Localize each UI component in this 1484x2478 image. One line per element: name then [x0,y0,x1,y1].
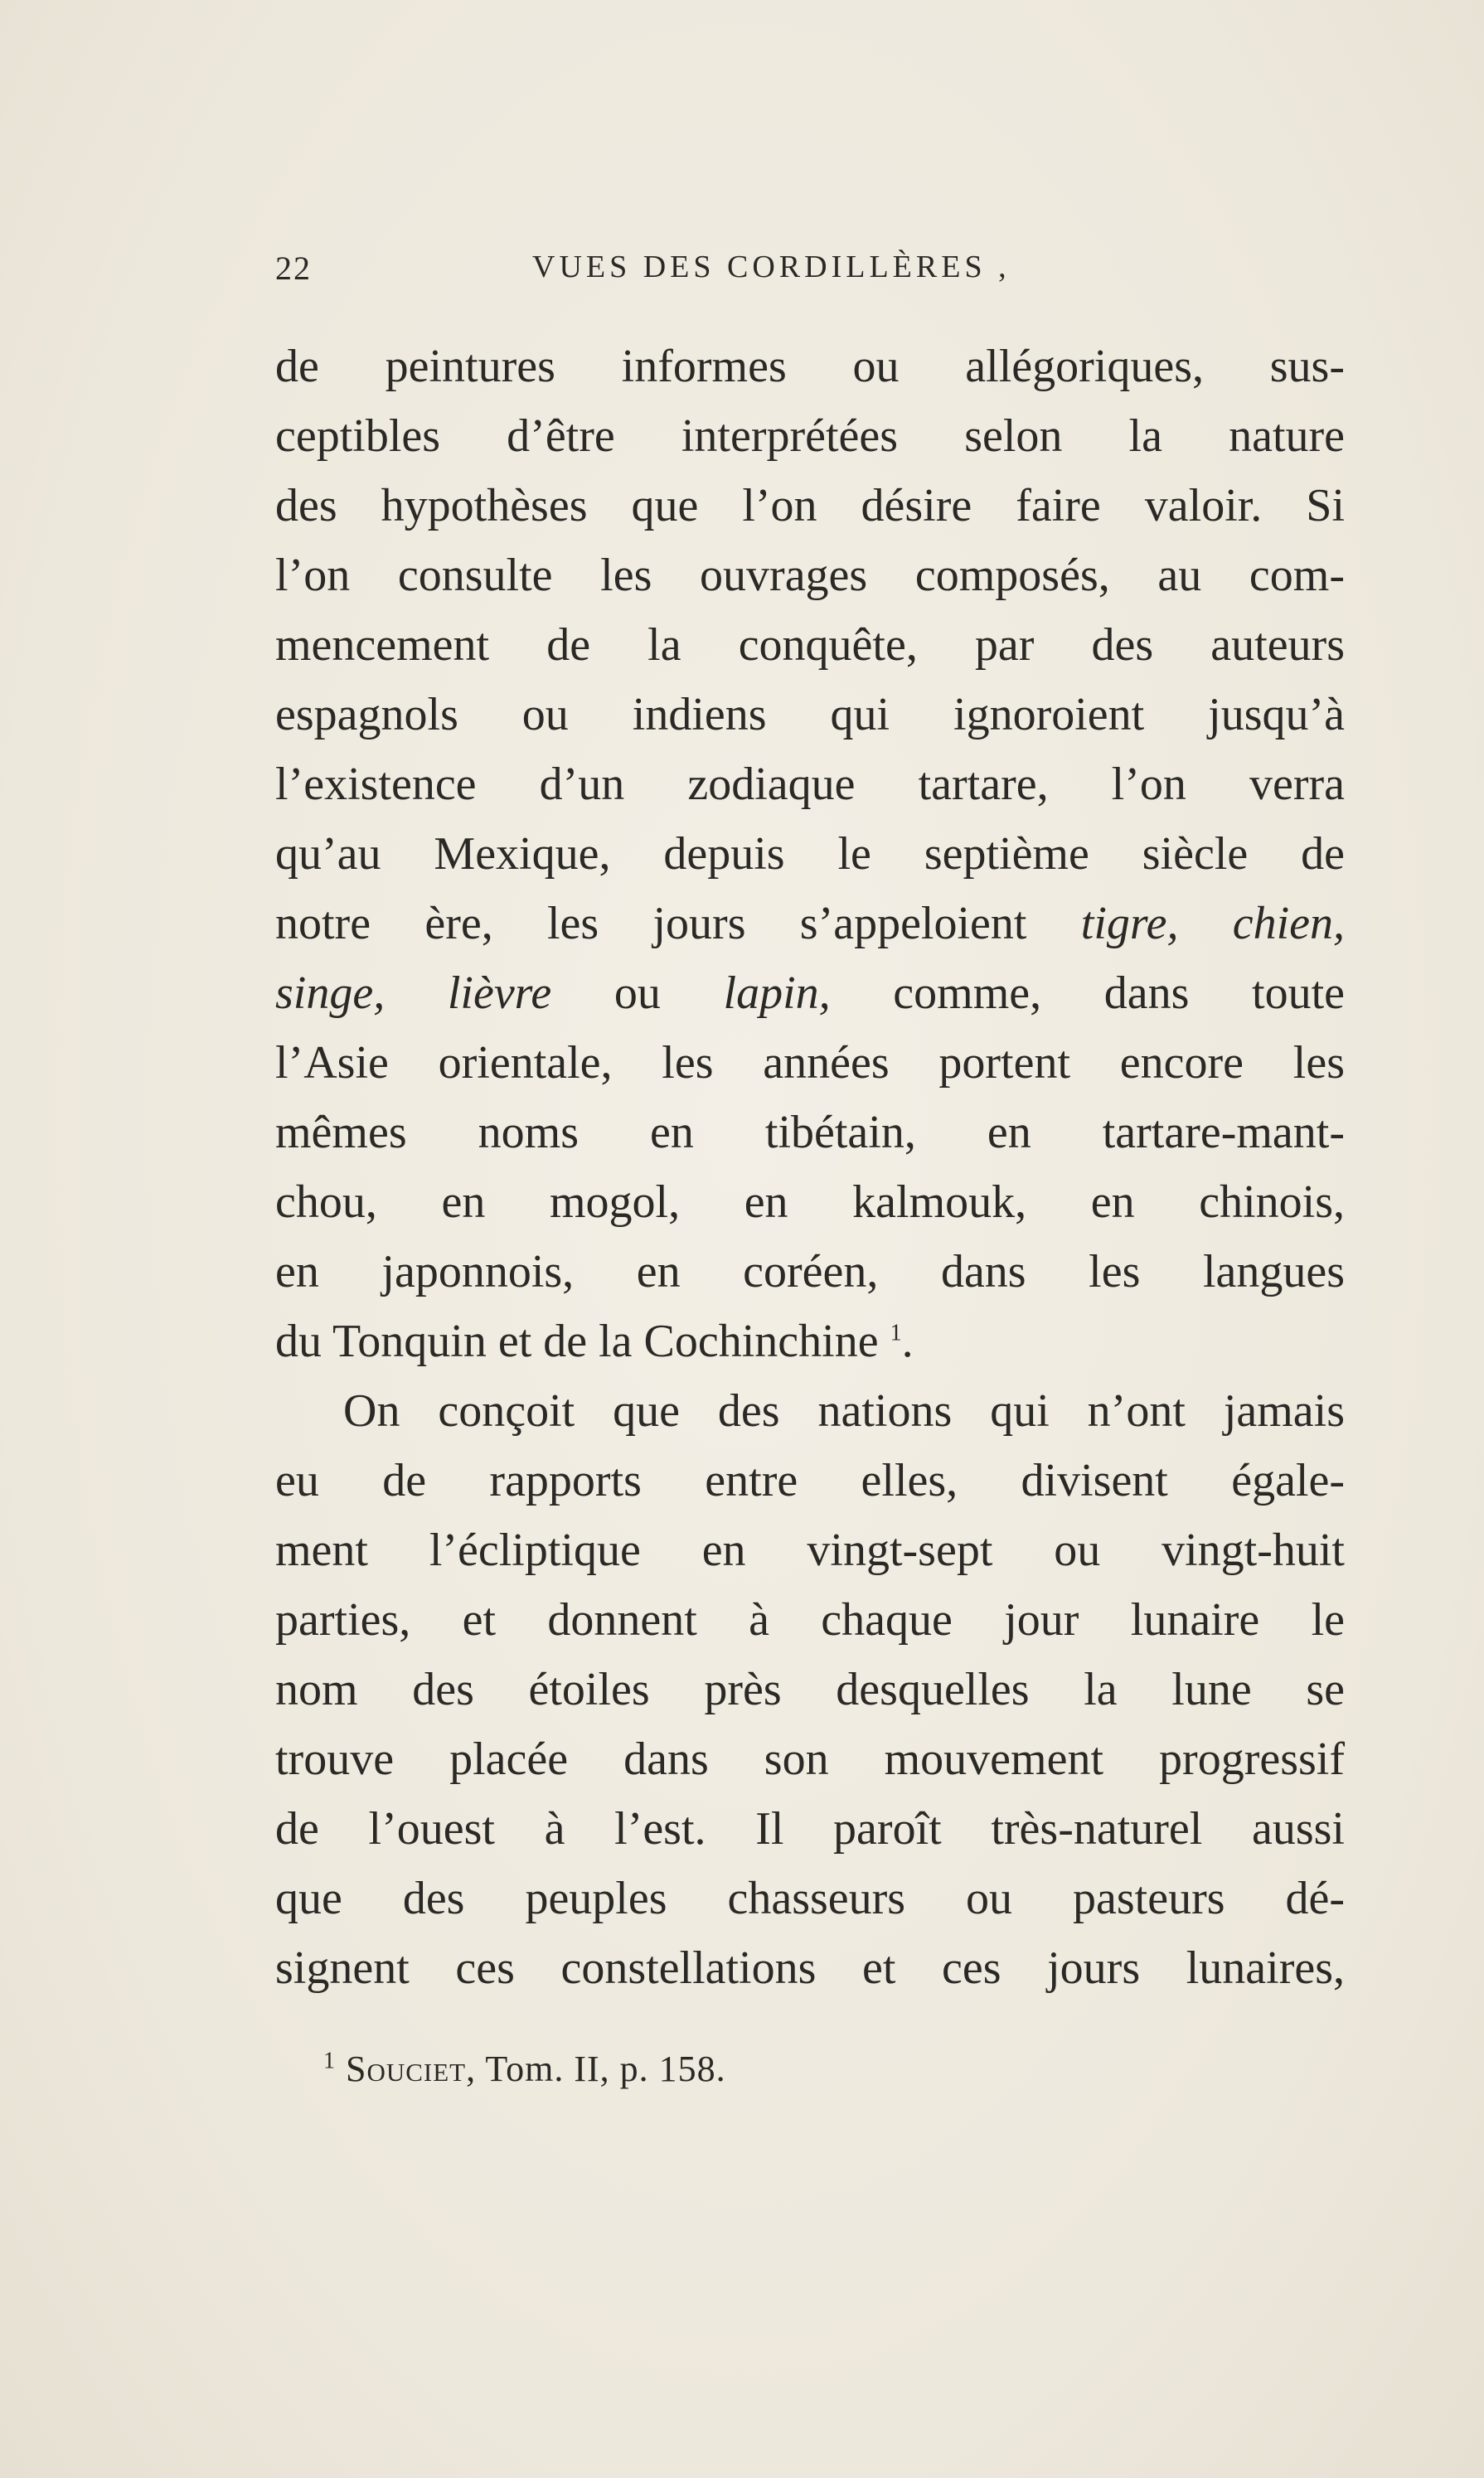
text-line: qu’au Mexique, depuis le septième siècle de [275,828,1345,880]
page-number: 22 [275,250,312,287]
text-line: l’on consulte les ouvrages composés, au com- [275,550,1345,601]
footnote-marker: 1 [890,1320,902,1346]
text-line-with-italics [275,889,1345,958]
text-line: parties, et donnent à chaque jour lunaire le [275,1594,1345,1646]
text-line: l’existence d’un zodiaque tartare, l’on verra [275,759,1345,810]
page-header [275,249,1345,298]
text-line: de peintures informes ou allégoriques, sus- [275,341,1345,392]
text-segment: ou [613,967,661,1019]
italic-words: tigre, chien, [1080,898,1346,949]
text-line: de l’ouest à l’est. Il paroît très-naturel aussi [275,1803,1345,1855]
paragraph-last-line [275,1307,1345,1376]
text-line: des hypothèses que l’on désire faire valoir. Si [275,480,1345,531]
italic-words: lapin, [723,967,831,1019]
text-line: trouve placée dans son mouvement progressif [275,1734,1345,1785]
text-segment: . [901,1316,914,1367]
text-line: ment l’écliptique en vingt-sept ou vingt-huit [275,1525,1345,1576]
body-text [275,332,1345,2003]
text-line: On conçoit que des nations qui n’ont jamais [343,1385,1345,1437]
footnote-marker: 1 [323,2048,336,2074]
footnote-author: Souciet [346,2049,467,2089]
text-line: chou, en mogol, en kalmouk, en chinois, [275,1176,1345,1228]
footnote-reference: , Tom. II, p. 158. [466,2049,726,2089]
text-line-with-italics [275,958,1345,1028]
text-segment: du Tonquin et de la Cochinchine [275,1316,879,1367]
text-line: espagnols ou indiens qui ignoroient jusqu’à [275,689,1345,740]
text-segment: comme, dans toute [893,967,1346,1019]
running-title: VUES DES CORDILLÈRES , [532,250,1011,284]
text-line: nom des étoiles près desquelles la lune se [275,1664,1345,1715]
italic-words: singe, lièvre [275,967,552,1019]
text-line: ceptibles d’être interprétées selon la nature [275,410,1345,462]
text-line: que des peuples chasseurs ou pasteurs dé- [275,1873,1345,1924]
text-line: signent ces constellations et ces jours lunaires, [275,1942,1345,1994]
text-line: l’Asie orientale, les années portent encore les [275,1037,1345,1089]
text-line: mencement de la conquête, par des auteurs [275,619,1345,671]
text-line: eu de rapports entre elles, divisent égale- [275,1455,1345,1506]
text-segment: notre ère, les jours s’appeloient [275,898,1027,949]
text-line: en japonnois, en coréen, dans les langues [275,1246,1345,1297]
footnote [323,2048,726,2090]
text-line: mêmes noms en tibétain, en tartare-mant- [275,1107,1345,1158]
